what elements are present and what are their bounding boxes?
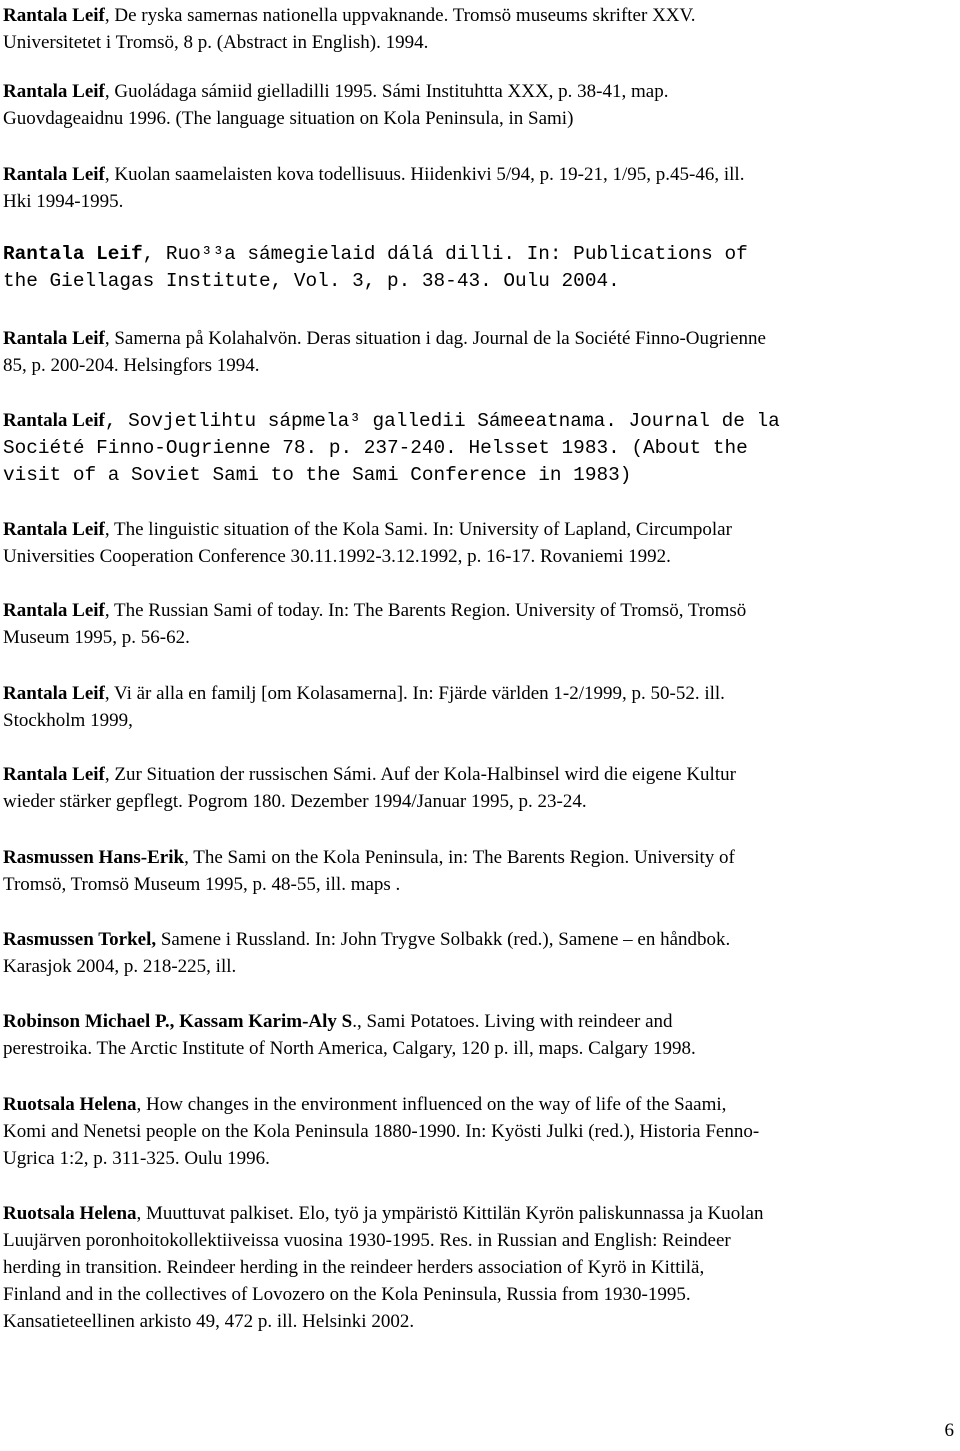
entry-line: [3, 241, 958, 268]
entry-text: Hki 1994-1995.: [3, 191, 124, 212]
bibliography-entry: [3, 241, 958, 295]
bibliography-entry: [3, 680, 958, 734]
entry-text: Stockholm 1999,: [3, 710, 133, 731]
entry-text: , Zur Situation der russischen Sámi. Auf der Kola-Halbinsel wird die eigene Kultur: [104, 764, 736, 785]
entry-line: [3, 680, 958, 707]
bibliography-entry: [3, 1008, 958, 1062]
entry-line: [3, 1035, 958, 1062]
entry-text: visit of a Soviet Sami to the Sami Conference in 1983): [3, 464, 632, 486]
author-name: Rantala Leif: [3, 243, 143, 265]
entry-line: [3, 871, 958, 898]
bibliography-entry: [3, 926, 958, 980]
entry-text: Museum 1995, p. 56-62.: [3, 627, 190, 648]
entry-text: 85, p. 200-204. Helsingfors 1994.: [3, 355, 260, 376]
entry-text: , Sovjetlihtu sápmela³ galledii Sámeeatnama. Journal de la: [104, 410, 780, 432]
entry-line: [3, 516, 958, 543]
author-name: Rantala Leif: [3, 764, 105, 785]
page-number: 6: [944, 1420, 954, 1441]
entry-text: Samene i Russland. In: John Trygve Solbakk (red.), Samene – en håndbok.: [156, 929, 731, 950]
entry-line: [3, 926, 958, 953]
entry-line: [3, 352, 958, 379]
author-name: Ruotsala Helena: [3, 1094, 137, 1115]
entry-text: , Vi är alla en familj [om Kolasamerna]. In: Fjärde världen 1-2/1999, p. 50-52. ill.: [104, 683, 725, 704]
entry-text: , The Sami on the Kola Peninsula, in: The Barents Region. University of: [184, 847, 735, 868]
entry-line: [3, 543, 958, 570]
entry-text: herding in transition. Reindeer herding in the reindeer herders association of Kyrö in Kittilä,: [3, 1257, 705, 1278]
author-name: Rantala Leif: [3, 5, 105, 26]
entry-line: [3, 597, 958, 624]
entry-text: Luujärven poronhoitokollektiiveissa vuosina 1930-1995. Res. in Russian and English: Reindeer: [3, 1230, 731, 1251]
entry-line: [3, 1145, 958, 1172]
entry-line: [3, 29, 958, 56]
entry-line: [3, 1091, 958, 1118]
entry-line: [3, 953, 958, 980]
entry-text: , Muuttuvat palkiset. Elo, työ ja ympäristö Kittilän Kyrön paliskunnassa ja Kuolan: [136, 1203, 764, 1224]
author-name: Rantala Leif: [3, 328, 105, 349]
bibliography-entry: [3, 516, 958, 570]
bibliography-entry: [3, 597, 958, 651]
entry-text: Finland and in the collectives of Lovozero on the Kola Peninsula, Russia from 1930-1995.: [3, 1284, 691, 1305]
entry-text: , Samerna på Kolahalvön. Deras situation i dag. Journal de la Société Finno-Ougrienne: [104, 328, 766, 349]
entry-text: Tromsö, Tromsö Museum 1995, p. 48-55, ill. maps .: [3, 874, 401, 895]
author-name: Rantala Leif: [3, 683, 105, 704]
author-name: Rasmussen Hans-Erik: [3, 847, 185, 868]
bibliography-entry: [3, 2, 958, 56]
entry-line: [3, 844, 958, 871]
author-name: Rantala Leif: [3, 164, 105, 185]
entry-text: , De ryska samernas nationella uppvaknande. Tromsö museums skrifter XXV.: [104, 5, 696, 26]
entry-text: , Guoládaga sámiid gielladilli 1995. Sámi Instituhtta XXX, p. 38-41, map.: [104, 81, 669, 102]
entry-text: wieder stärker gepflegt. Pogrom 180. Dezember 1994/Januar 1995, p. 23-24.: [3, 791, 587, 812]
entry-line: [3, 2, 958, 29]
bibliography-entry: [3, 407, 958, 489]
entry-line: [3, 1254, 958, 1281]
entry-text: , Kuolan saamelaisten kova todellisuus. Hiidenkivi 5/94, p. 19-21, 1/95, p.45-46, ill.: [104, 164, 745, 185]
entry-text: Société Finno-Ougrienne 78. p. 237-240. Helsset 1983. (About the: [3, 437, 748, 459]
entry-line: [3, 105, 958, 132]
author-name: Rantala Leif: [3, 600, 105, 621]
entry-line: [3, 1227, 958, 1254]
entry-line: [3, 462, 958, 489]
bibliography-entry: [3, 844, 958, 898]
entry-line: [3, 761, 958, 788]
entry-line: [3, 268, 958, 295]
entry-line: [3, 435, 958, 462]
entry-text: perestroika. The Arctic Institute of North America, Calgary, 120 p. ill, maps. Calgary 1998.: [3, 1038, 696, 1059]
entry-text: Komi and Nenetsi people on the Kola Peninsula 1880-1990. In: Kyösti Julki (red.), Historia Fenno-: [3, 1121, 760, 1142]
entry-line: [3, 1008, 958, 1035]
bibliography-entry: [3, 761, 958, 815]
author-name: Ruotsala Helena: [3, 1203, 137, 1224]
author-name: Rasmussen Torkel,: [3, 929, 157, 950]
entry-text: Karasjok 2004, p. 218-225, ill.: [3, 956, 237, 977]
entry-line: [3, 1200, 958, 1227]
entry-text: , How changes in the environment influenced on the way of life of the Saami,: [136, 1094, 727, 1115]
author-name: Rantala Leif: [3, 81, 105, 102]
entry-text: Ugrica 1:2, p. 311-325. Oulu 1996.: [3, 1148, 270, 1169]
entry-line: [3, 325, 958, 352]
entry-line: [3, 624, 958, 651]
bibliography-entry: [3, 78, 958, 132]
bibliography-entry: [3, 325, 958, 379]
entry-text: ., Sami Potatoes. Living with reindeer and: [352, 1011, 673, 1032]
entry-text: the Giellagas Institute, Vol. 3, p. 38-43. Oulu 2004.: [3, 270, 620, 292]
bibliography-entry: [3, 1200, 958, 1335]
author-name: Rantala Leif: [3, 410, 105, 431]
author-name: Rantala Leif: [3, 519, 105, 540]
entry-line: [3, 188, 958, 215]
entry-text: , The linguistic situation of the Kola Sami. In: University of Lapland, Circumpolar: [104, 519, 732, 540]
entry-text: , Ruo³³a sámegielaid dálá dilli. In: Publications of: [142, 243, 748, 265]
entry-text: Universitetet i Tromsö, 8 p. (Abstract in English). 1994.: [3, 32, 429, 53]
entry-text: , The Russian Sami of today. In: The Barents Region. University of Tromsö, Tromsö: [104, 600, 747, 621]
entry-line: [3, 1281, 958, 1308]
bibliography-entry: [3, 161, 958, 215]
entry-text: Universities Cooperation Conference 30.11.1992-3.12.1992, p. 16-17. Rovaniemi 1992.: [3, 546, 671, 567]
bibliography-entry: [3, 1091, 958, 1172]
entry-line: [3, 1118, 958, 1145]
entry-text: Kansatieteellinen arkisto 49, 472 p. ill. Helsinki 2002.: [3, 1311, 415, 1332]
entry-line: [3, 407, 958, 435]
author-name: Robinson Michael P., Kassam Karim-Aly S: [3, 1011, 353, 1032]
entry-line: [3, 78, 958, 105]
entry-line: [3, 788, 958, 815]
entry-line: [3, 1308, 958, 1335]
entry-line: [3, 161, 958, 188]
entry-line: [3, 707, 958, 734]
entry-text: Guovdageaidnu 1996. (The language situation on Kola Peninsula, in Sami): [3, 108, 574, 129]
